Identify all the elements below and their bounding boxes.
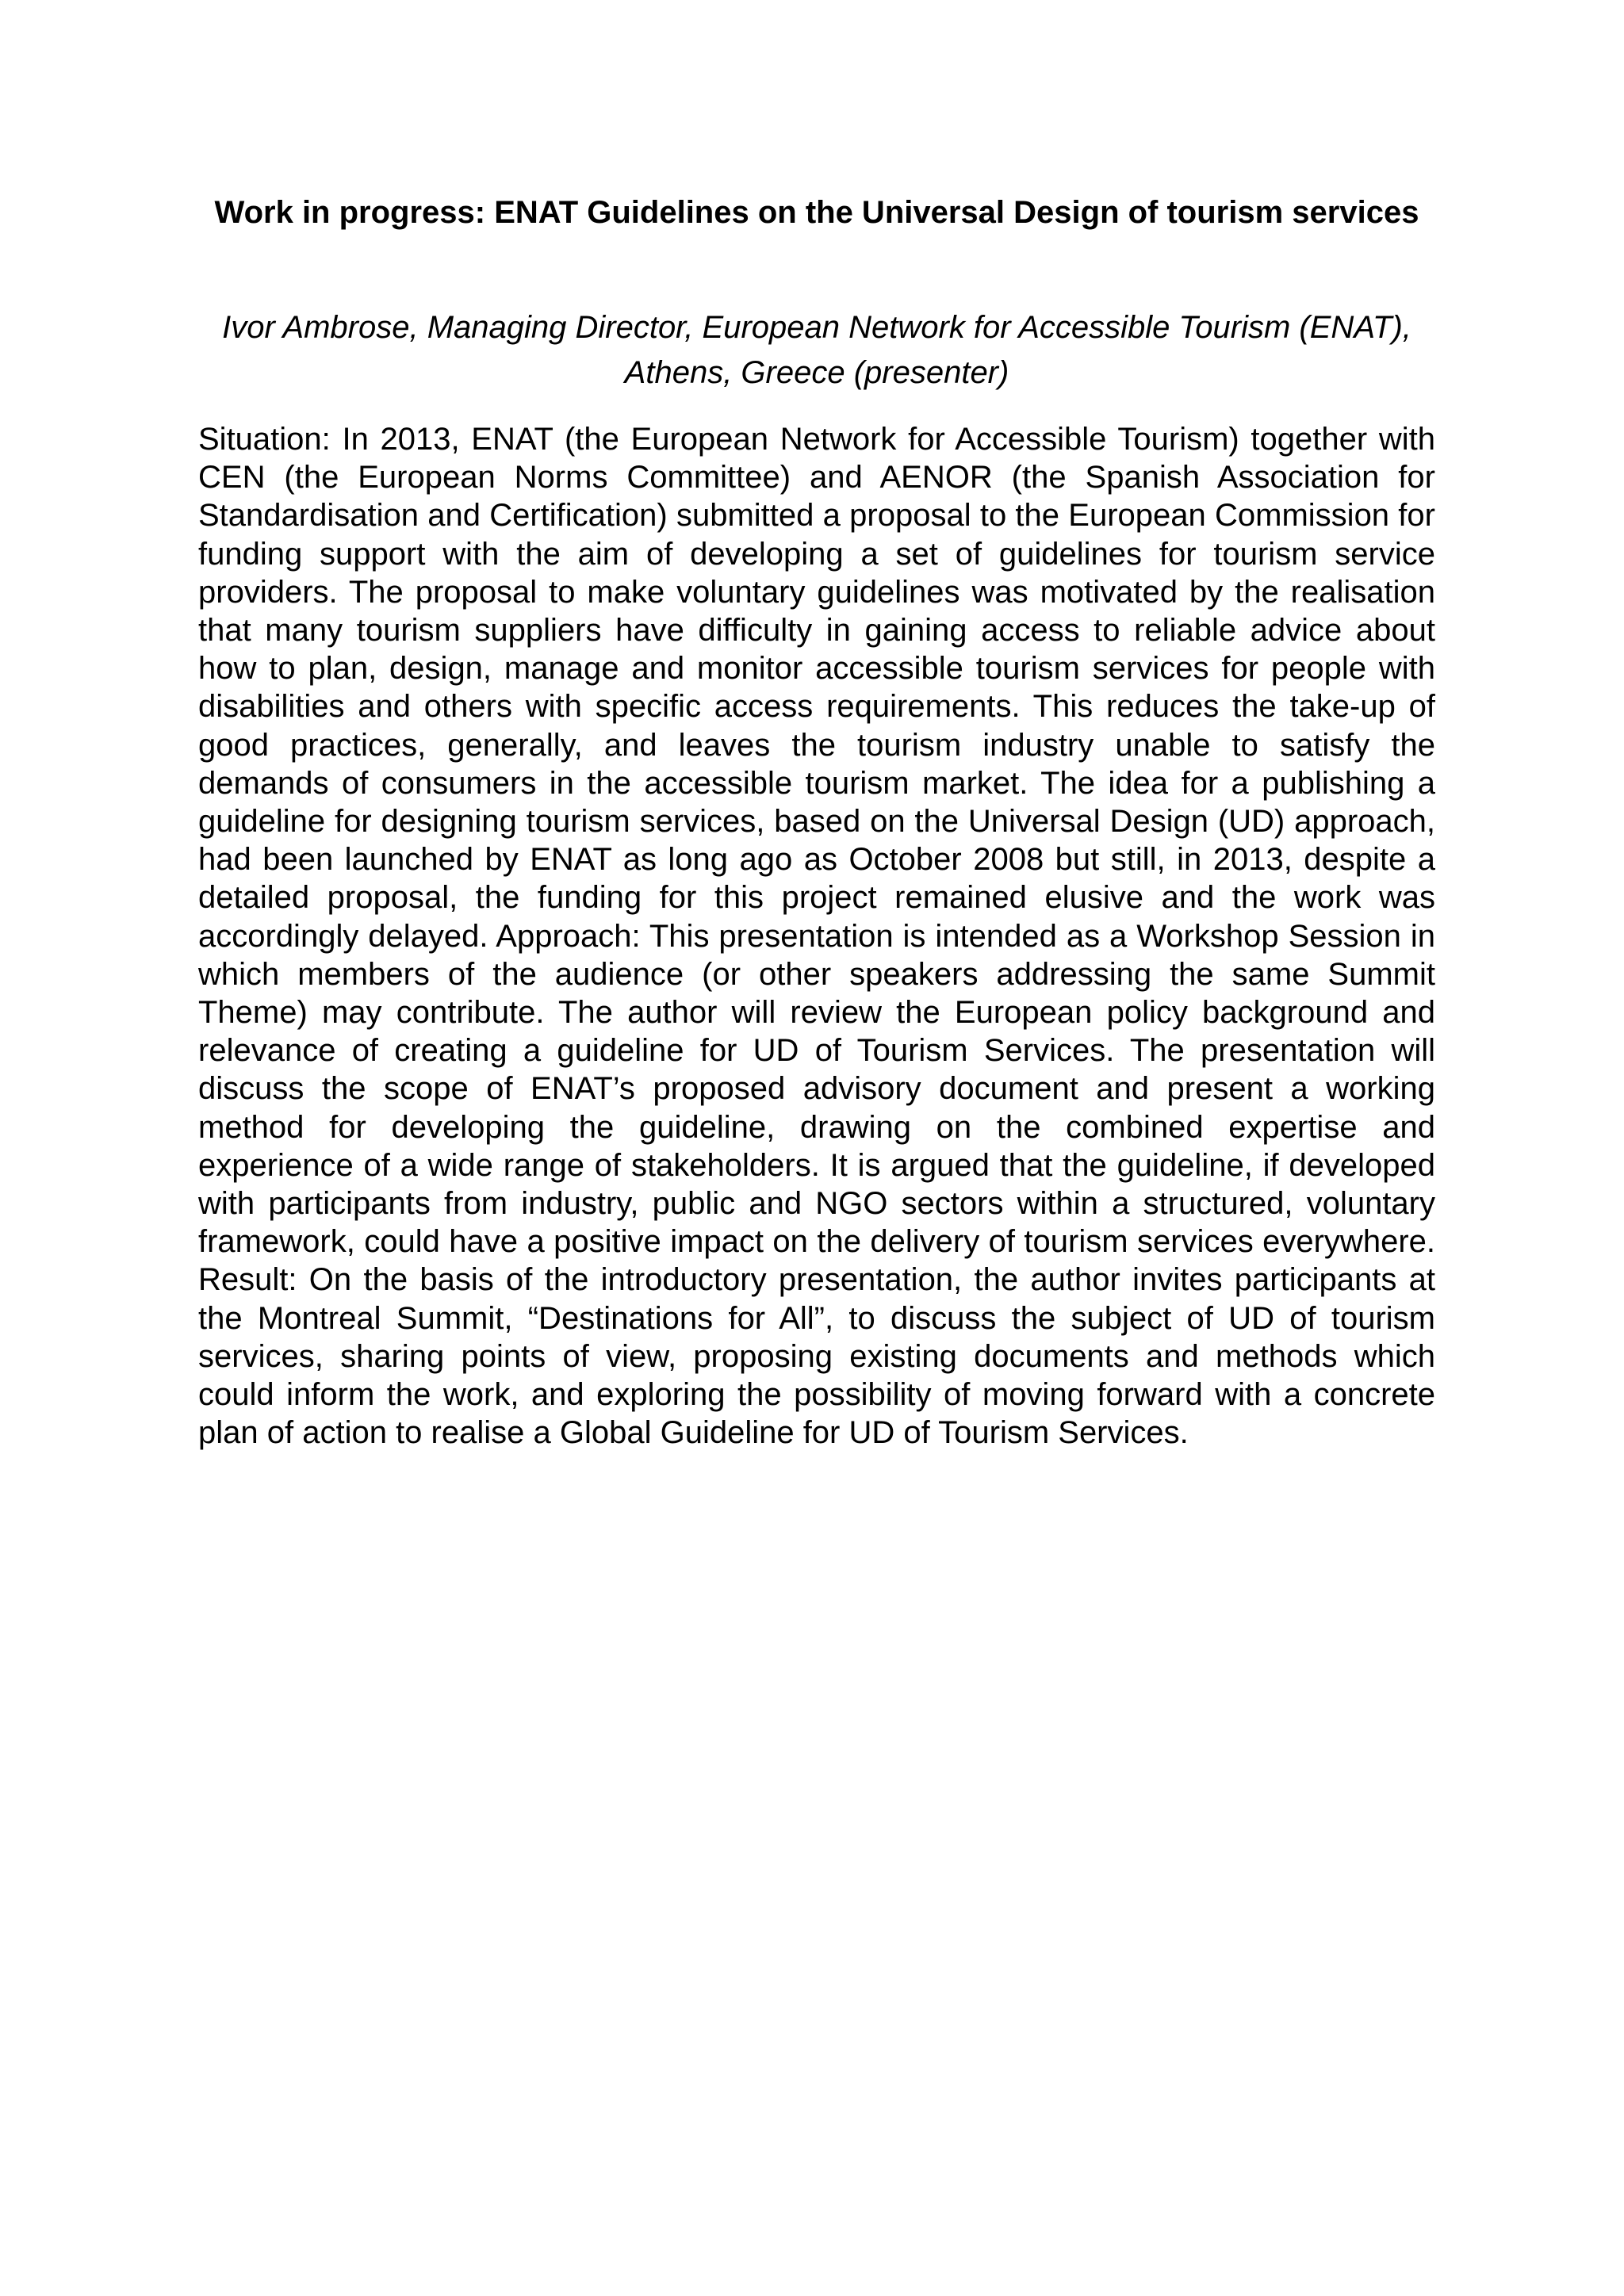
- document-title: Work in progress: ENAT Guidelines on the Universal Design of tourism services: [214, 195, 1419, 230]
- author-line: Ivor Ambrose, Managing Director, European Network for Accessible Tourism (ENAT), Athens, Greece (presenter): [222, 310, 1411, 390]
- abstract-paragraph: Situation: In 2013, ENAT (the European Network for Accessible Tourism) together with CEN (the European Norms Committee) and AENOR (the Spanish Association for Standardisation and Certification) submitted a proposal to the European Commission for funding support with the aim of developing a set of guidelines for tourism service providers. The proposal to make voluntary guidelines was motivated by the realisation that many tourism suppliers have difficulty in gaining access to reliable advice about how to plan, design, manage and monitor accessible tourism services for people with disabilities and others with specific access requirements. This reduces the take-up of good practices, generally, and leaves the tourism industry unable to satisfy the demands of consumers in the accessible tourism market. The idea for a publishing a guideline for designing tourism services, based on the Universal Design (UD) approach, had been launched by ENAT as long ago as October 2008 but still, in 2013, despite a detailed proposal, the funding for this project remained elusive and the work was accordingly delayed. Approach: This presentation is intended as a Workshop Session in which members of the audience (or other speakers addressing the same Summit Theme) may contribute. The author will review the European policy background and relevance of creating a guideline for UD of Tourism Services. The presentation will discuss the scope of ENAT’s proposed advisory document and present a working method for developing the guideline, drawing on the combined expertise and experience of a wide range of stakeholders. It is argued that the guideline, if developed with participants from industry, public and NGO sectors within a structured, voluntary framework, could have a positive impact on the delivery of tourism services everywhere. Result: On the basis of the introductory presentation, the author invites participants at the Montreal Summit, “Destinations for All”, to discuss the subject of UD of tourism services, sharing points of view, proposing existing documents and methods which could inform the work, and exploring the possibility of moving forward with a concrete plan of action to realise a Global Guideline for UD of Tourism Services.: [198, 422, 1435, 1451]
